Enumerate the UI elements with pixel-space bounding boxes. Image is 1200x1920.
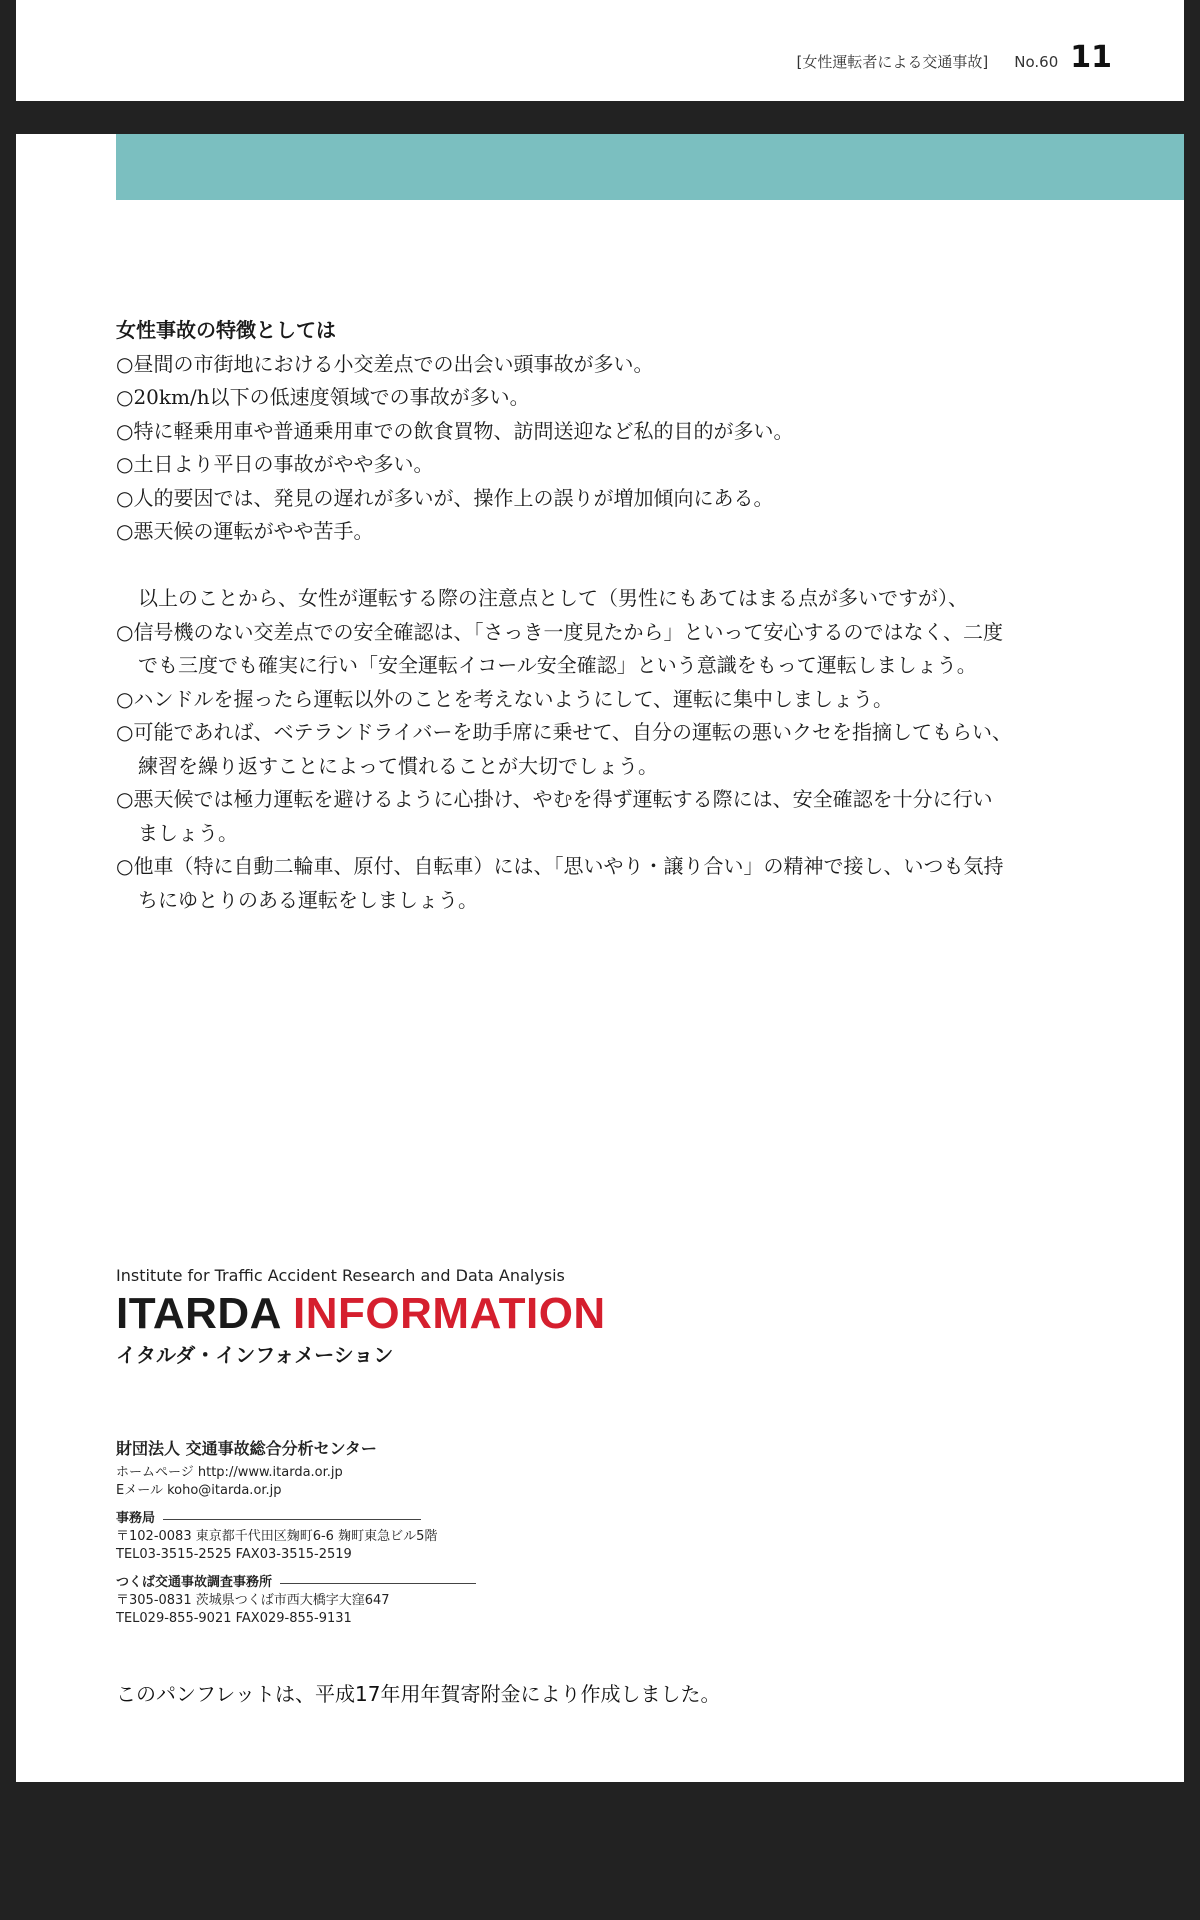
office-tel: TEL03-3515-2525 FAX03-3515-2519 [116, 1547, 352, 1562]
advice-item: ○他車（特に自動二輪車、原付、自転車）には、「思いやり・譲り合い」の精神で接し、いつも気持 [116, 854, 1004, 878]
page-body [16, 134, 1184, 1782]
advice-item: ○ハンドルを握ったら運転以外のことを考えないようにして、運転に集中しましょう。 [116, 686, 894, 711]
tsukuba-label-text: つくば交通事故調査事務所 [116, 1575, 273, 1590]
feature-item: ○特に軽乗用車や普通乗用車での飲食買物、訪問送迎など私的目的が多い。 [116, 418, 794, 443]
feature-item: ○20km/h以下の低速度領域での事故が多い。 [116, 385, 530, 409]
office-label-text: 事務局 [116, 1511, 156, 1526]
office-address: 〒102-0083 東京都千代田区麹町6-6 麹町東急ビル5階 [116, 1529, 438, 1544]
main-text [116, 314, 1106, 917]
feature-item: ○昼間の市街地における小交差点での出会い頭事故が多い。 [116, 351, 654, 376]
tsukuba-address: 〒305-0831 茨城県つくば市西大橋字大窪647 [116, 1593, 390, 1608]
feature-item: ○土日より平日の事故がやや多い。 [116, 452, 434, 476]
advice-item: ○信号機のない交差点での安全確認は、「さっき一度見たから」といって安心するのではなく、二度 [116, 619, 1004, 644]
divider [280, 1583, 476, 1584]
english-org-name: Institute for Traffic Accident Research and Data Analysis [116, 1266, 565, 1285]
email-line: Eメール koho@itarda.or.jp [116, 1483, 282, 1498]
advice-item-continued: 練習を繰り返すことによって慣れることが大切でしょう。 [138, 753, 658, 778]
tsukuba-label [116, 1574, 476, 1592]
feature-item: ○悪天候の運転がやや苦手。 [116, 519, 374, 543]
advice-intro: 以上のことから、女性が運転する際の注意点として（男性にもあてはまる点が多いですが）、 [138, 586, 968, 610]
advice-item-continued: ましょう。 [138, 820, 238, 845]
logo-kana: イタルダ・インフォメーション [116, 1343, 394, 1367]
homepage-line: ホームページ http://www.itarda.or.jp [116, 1465, 343, 1480]
logo-itarda: ITARDA [116, 1289, 281, 1338]
issue-number: No.60 [1014, 53, 1059, 71]
running-header [797, 40, 1112, 75]
funding-note: このパンフレットは、平成17年用年賀寄附金により作成しました。 [116, 1682, 721, 1706]
page-header-strip [16, 0, 1184, 101]
advice-item-continued: ちにゆとりのある運転をしましょう。 [138, 887, 478, 912]
advice-item-continued: でも三度でも確実に行い「安全運転イコール安全確認」という意識をもって運転しましょう。 [138, 653, 977, 677]
itarda-brand-block [116, 1266, 606, 1368]
page-number: 11 [1070, 40, 1112, 75]
features-heading: 女性事故の特徴としては [116, 318, 336, 342]
advice-item: ○悪天候では極力運転を避けるように心掛け、やむを得ず運転する際には、安全確認を十分に行い [116, 787, 993, 811]
logo-information: INFORMATION [293, 1289, 606, 1338]
org-name: 財団法人 交通事故総合分析センター [116, 1439, 377, 1458]
teal-banner [116, 134, 1184, 200]
tsukuba-tel: TEL029-855-9021 FAX029-855-9131 [116, 1611, 352, 1626]
feature-item: ○人的要因では、発見の遅れが多いが、操作上の誤りが増加傾向にある。 [116, 485, 774, 510]
section-title: [女性運転者による交通事故] [796, 53, 989, 71]
office-label [116, 1510, 476, 1528]
itarda-information-logo [116, 1291, 606, 1337]
advice-item: ○可能であれば、ベテランドライバーを助手席に乗せて、自分の運転の悪いクセを指摘してもらい、 [116, 720, 1013, 744]
divider [163, 1519, 421, 1520]
contact-block [116, 1440, 476, 1628]
